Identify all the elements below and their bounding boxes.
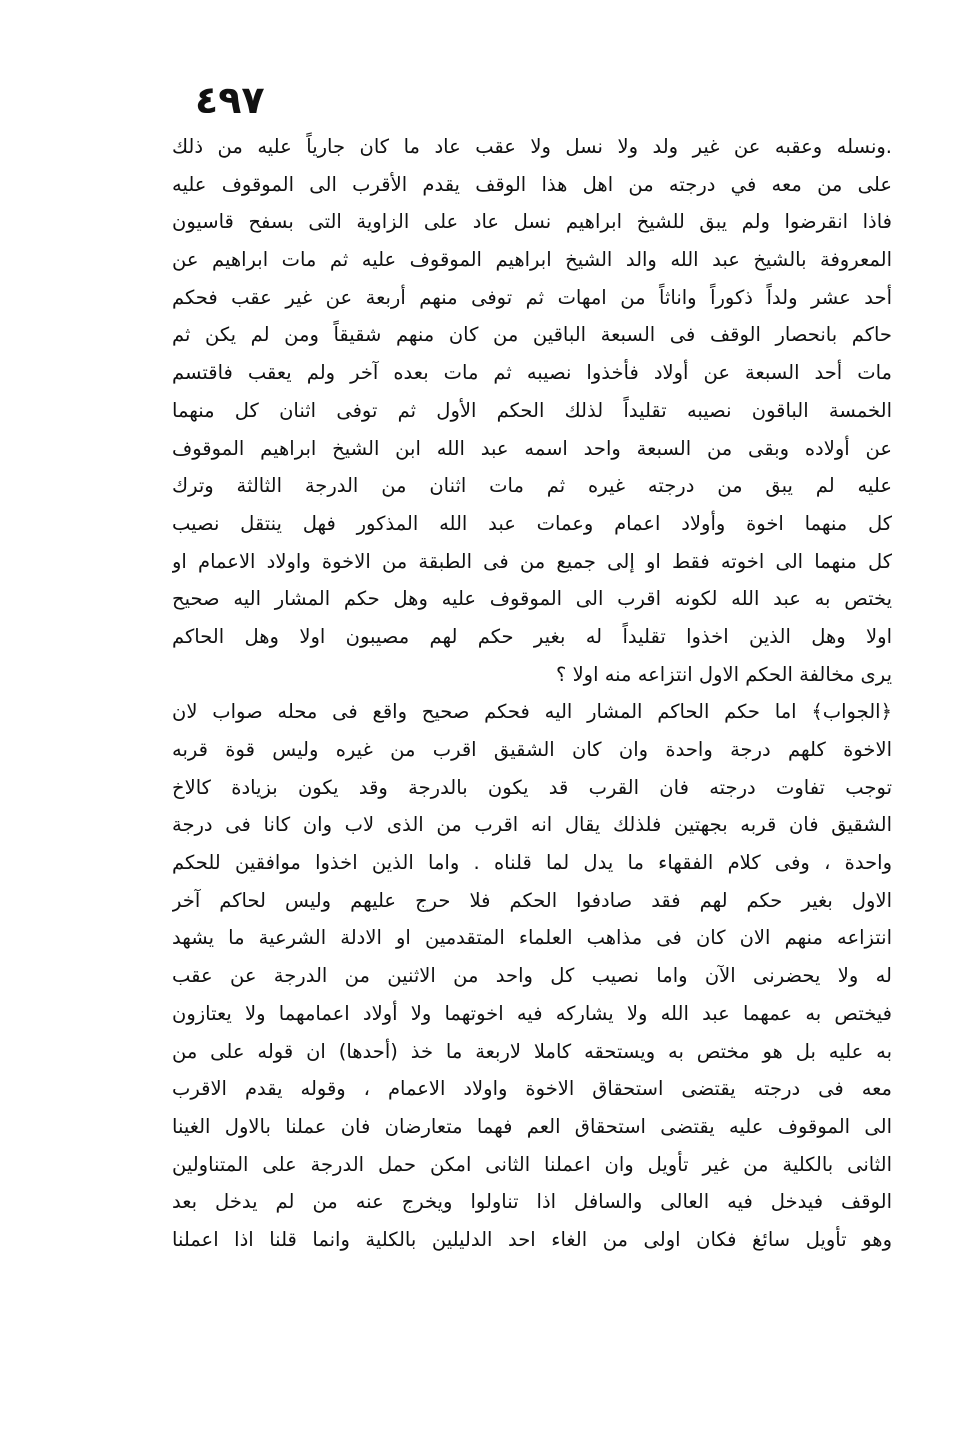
text-line: الاول بغير حكم لهم فقد صادفوا الحكم فلا حرج عليهم وليس لحاكم آخر: [172, 888, 892, 912]
text-line: على من معه في درجته من اهل هذا الوقف يقدم الأقرب الى الموقوف عليه: [172, 172, 892, 196]
text-line: معه فى درجته يقتضى استحقاق الاخوة واولاد الاعمام ، وقوله يقدم الاقرب: [172, 1077, 892, 1101]
text-line: وهو تأويل سائغ فكان اولى من الغاء احد الدليلين بالكلية وانما قلنا اذا اعملنا: [172, 1227, 892, 1251]
text-line: حاكم بانحصار الوقف فى السبعة الباقين من كان منهم شقيقاً ومن لم يكن ثم: [172, 323, 892, 347]
text-line: مات أحد السبعة عن أولاد فأخذوا نصيبه ثم مات بعده آخر ولم يعقب فاقتسم: [172, 361, 892, 385]
text-line: اولا وهل الذين اخذوا تقليداً له بغير حكم لهم مصيبون اولا وهل الحاكم: [172, 624, 892, 648]
page-number: ٤٩٧: [195, 78, 265, 122]
body-text: [172, 128, 892, 1259]
text-line: عن أولاده وبقى من السبعة واحد اسمه عبد الله ابن الشيخ ابراهيم الموقوف: [172, 436, 892, 460]
question-end-line: يرى مخالفة الحكم الاول انتزاعه منه اولا ؟: [556, 662, 892, 686]
text-line: الخمسة الباقون نصيبه تقليداً لذلك الحكم الأول ثم توفى اثنان كل منهما: [172, 398, 892, 422]
text-line: يختص به عبد الله لكونه اقرب الى الموقوف عليه وهل حكم المشار اليه صحيح: [172, 587, 892, 611]
text-line: كل منهما الى اخوته فقط او إلى جميع من فى الطبقة من الاخوة واولاد الاعمام او: [172, 549, 892, 573]
text-line: الى الموقوف عليه يقتضى استحقاق العم فهما متعارضان فان عملنا بالاول الغينا: [172, 1114, 892, 1138]
text-line: واحدة ، وفى كلام الفقهاء ما يدل لما قلناه . واما الذين اخذوا موافقين للحكم: [172, 851, 892, 875]
text-line: عليه لم يبق من درجته غيره ثم مات اثنان من الدرجة الثالثة وترك: [172, 474, 892, 498]
text-line: به عليه بل هو مختص به ويستحقه كاملا لاربعة ما خذ (أحدها) ان قوله على من: [172, 1039, 892, 1063]
text-line: كل منهما اخوة وأولاد اعمام وعمات عبد الله المذكور فهل ينتقل نصيب: [172, 511, 892, 535]
text-line: له ولا يحضرنى الآن واما نصيب كل واحد من الاثنين من الدرجة عن عقب: [172, 964, 892, 988]
text-line: .ونسله وعقبه عن غير ولد ولا نسل ولا عقب عاد ما كان جارياً عليه من ذلك: [172, 135, 892, 158]
answer-heading-line: ﴿الجواب﴾ اما حكم الحاكم المشار اليه فحكم صحيح واقع فى محله صواب لان: [172, 700, 892, 724]
text-line: أحد عشر ولداً ذكوراً واناثاً من امهات ثم توفى منهم أربعة عن غير عقب فحكم: [172, 285, 892, 309]
text-line: الوقف فيدخل فيه العالى والسافل اذا تناولوا ويخرج عنه من لم يدخل بعد: [172, 1190, 892, 1214]
text-line: توجب تفاوت درجته فان القرب قد يكون بالدرجة وقد يكون بزيادة كالاخ: [172, 775, 892, 799]
text-line: فاذا انقرضوا ولم يبق للشيخ ابراهيم نسل عاد على الزاوية التى بسفح قاسيون: [172, 210, 892, 234]
text-line: الثانى بالكلية من غير تأويل وان اعملنا الثانى امكن حمل الدرجة على المتناولين: [172, 1152, 892, 1176]
text-line: الشقيق فان قربه بجهتين فلذلك يقال انه اقرب من الذى لاب وان كانا فى درجة: [172, 813, 892, 837]
text-line: انتزاعه منهم الان كان فى مذاهب العلماء المتقدمين او الادلة الشرعية ما يشهد: [172, 926, 892, 950]
text-line: فيختص به عمهما عبد الله ولا يشاركه فيه اخوتهما ولا أولاد اعمامهما ولا يعتازون: [172, 1001, 892, 1025]
text-line: المعروفة بالشيخ عبد الله والد الشيخ ابراهيم الموقوف عليه ثم مات ابراهيم عن: [172, 248, 892, 272]
text-line: الاخوة كلهم درجة واحدة وان كان الشقيق اقرب من غيره وليس قوة قربه: [172, 738, 892, 761]
